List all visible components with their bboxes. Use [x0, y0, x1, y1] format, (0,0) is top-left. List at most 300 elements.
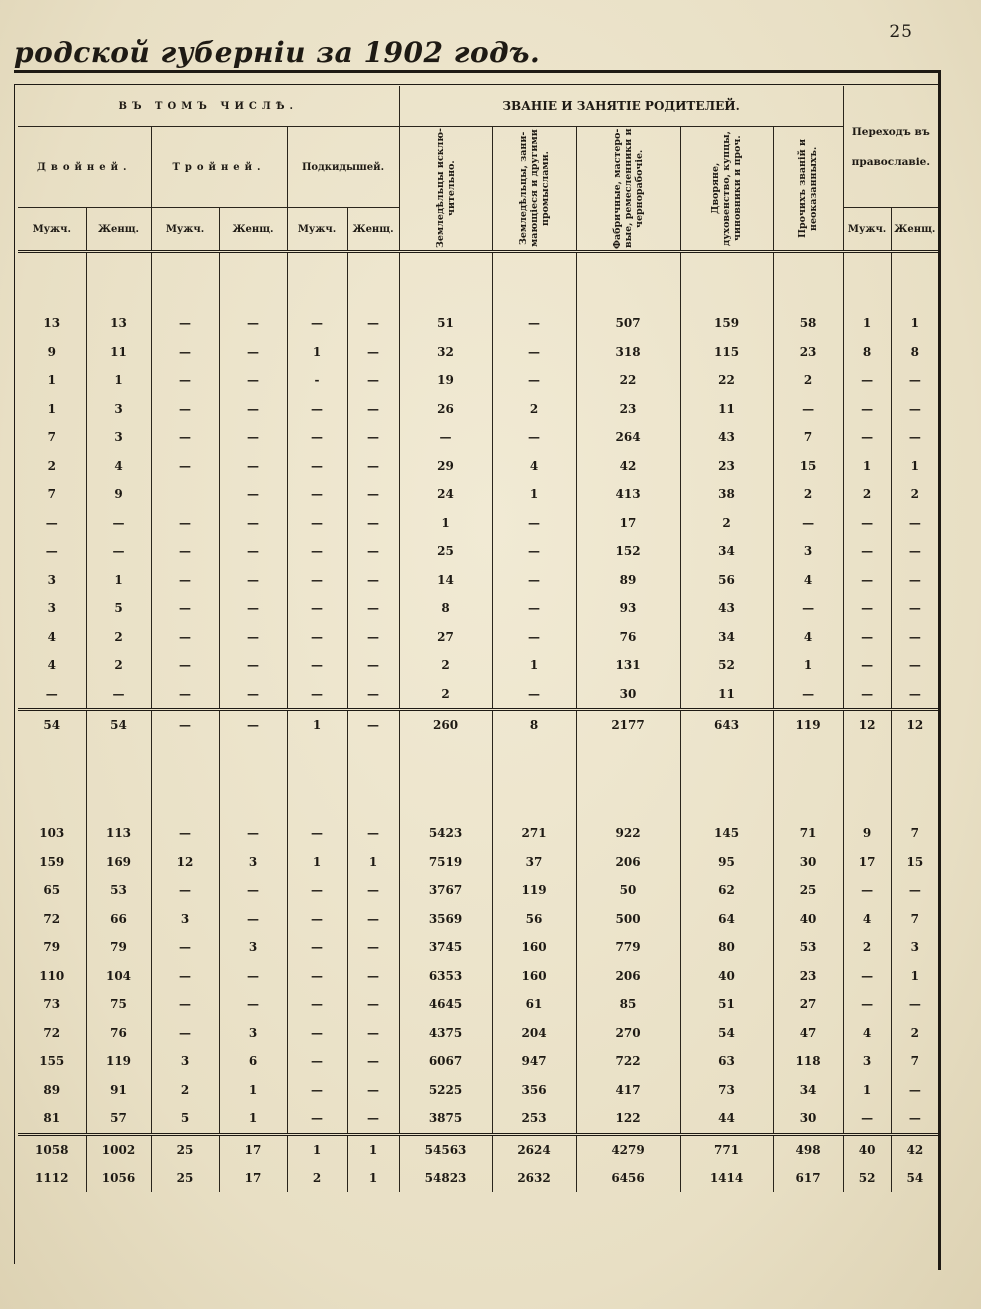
table-cell: 43: [680, 423, 773, 452]
table-cell: —: [492, 537, 576, 566]
table-cell: 1: [891, 309, 938, 338]
table-cell: 2: [287, 1164, 347, 1192]
table-cell: —: [151, 452, 219, 481]
table-cell: —: [287, 680, 347, 710]
table-cell: 413: [576, 480, 680, 509]
table-cell: 1: [287, 1134, 347, 1164]
table-cell: 2: [773, 366, 843, 395]
table-cell: —: [347, 338, 399, 367]
table-cell: 3: [151, 905, 219, 934]
table-cell: 25: [151, 1164, 219, 1192]
spacer-row: [18, 739, 938, 819]
table-cell: —: [45, 686, 58, 701]
table-cell: 1: [399, 509, 492, 538]
table-cell: 4375: [399, 1019, 492, 1048]
table-cell: —: [347, 905, 399, 934]
table-cell: 26: [399, 395, 492, 424]
table-row: [18, 594, 938, 623]
table-cell: 110: [39, 968, 65, 983]
table-cell: 3: [219, 933, 287, 962]
table-cell: 6: [219, 1047, 287, 1076]
spacer-cell: [18, 739, 86, 819]
table-cell: —: [287, 819, 347, 848]
table-cell: 37: [492, 848, 576, 877]
table-cell: 4: [843, 1019, 891, 1048]
table-cell: 23: [773, 338, 843, 367]
table-cell: —: [347, 962, 399, 991]
table-cell: —: [219, 594, 287, 623]
spacer-cell: [86, 739, 151, 819]
table-cell: 500: [576, 905, 680, 934]
table-cell: 2: [151, 1076, 219, 1105]
table-cell: —: [843, 651, 891, 680]
table-cell: 75: [86, 990, 151, 1019]
subtotal-row: [18, 710, 938, 740]
table-cell: 1: [47, 373, 56, 388]
table-cell: 119: [86, 1047, 151, 1076]
table-row: [18, 366, 938, 395]
table-cell: 204: [492, 1019, 576, 1048]
table-cell: 32: [399, 338, 492, 367]
table-cell: 11: [86, 338, 151, 367]
table-cell: 71: [773, 819, 843, 848]
table-cell: —: [347, 1104, 399, 1134]
table-cell: —: [287, 876, 347, 905]
table-cell: 1: [287, 848, 347, 877]
table-cell: —: [891, 566, 938, 595]
table-cell: 160: [492, 933, 576, 962]
table-row: [18, 566, 938, 595]
table-cell: 260: [399, 710, 492, 740]
table-cell: 3569: [399, 905, 492, 934]
table-cell: 7519: [399, 848, 492, 877]
table-cell: 1058: [18, 1134, 86, 1164]
table-cell: 12: [891, 710, 938, 740]
table-cell: 65: [43, 883, 61, 898]
table-cell: 27: [773, 990, 843, 1019]
table-cell: —: [287, 1019, 347, 1048]
table-cell: —: [492, 366, 576, 395]
table-cell: —: [891, 423, 938, 452]
table-cell: 53: [86, 876, 151, 905]
table-cell: 54: [86, 710, 151, 740]
table-cell: 2: [47, 458, 56, 473]
table-cell: 58: [773, 309, 843, 338]
table-cell: —: [219, 395, 287, 424]
table-cell: 2: [843, 480, 891, 509]
table-cell: —: [287, 594, 347, 623]
table-cell: —: [287, 623, 347, 652]
table-row: [18, 876, 938, 905]
table-cell: 1: [773, 651, 843, 680]
table-cell: —: [151, 651, 219, 680]
table-cell: —: [219, 876, 287, 905]
table-cell: 2: [492, 395, 576, 424]
table-cell: 89: [576, 566, 680, 595]
table-cell: 23: [576, 395, 680, 424]
table-cell: 5: [151, 1104, 219, 1134]
table-cell: —: [287, 962, 347, 991]
table-cell: 7: [47, 487, 56, 502]
table-cell: 3745: [399, 933, 492, 962]
table-cell: 643: [680, 710, 773, 740]
table-cell: 8: [492, 710, 576, 740]
table-cell: 73: [680, 1076, 773, 1105]
table-cell: 42: [576, 452, 680, 481]
table-cell: 22: [680, 366, 773, 395]
spacer-cell: [773, 252, 843, 310]
table-row: [18, 680, 938, 710]
table-cell: —: [843, 423, 891, 452]
table-cell: 270: [576, 1019, 680, 1048]
table-cell: 417: [576, 1076, 680, 1105]
table-cell: 1: [219, 1076, 287, 1105]
table-cell: 34: [773, 1076, 843, 1105]
table-cell: 115: [680, 338, 773, 367]
table-cell: 38: [680, 480, 773, 509]
table-cell: 1: [492, 480, 576, 509]
left-rule: [14, 84, 15, 1264]
table-row: [18, 338, 938, 367]
table-cell: 9: [47, 344, 56, 359]
spacer-cell: [492, 252, 576, 310]
spacer-cell: [843, 252, 891, 310]
table-cell: 50: [576, 876, 680, 905]
table-cell: [151, 480, 219, 509]
table-cell: 498: [773, 1134, 843, 1164]
table-cell: 11: [680, 395, 773, 424]
table-cell: —: [151, 566, 219, 595]
table-cell: —: [347, 1047, 399, 1076]
table-cell: 8: [891, 338, 938, 367]
table-cell: 145: [680, 819, 773, 848]
table-cell: 2: [680, 509, 773, 538]
spacer-cell: [18, 252, 86, 310]
table-cell: 206: [576, 848, 680, 877]
table-row: [18, 309, 938, 338]
table-cell: —: [287, 537, 347, 566]
table-cell: 22: [576, 366, 680, 395]
table-cell: —: [492, 338, 576, 367]
table-cell: 27: [399, 623, 492, 652]
table-cell: 3: [773, 537, 843, 566]
table-cell: 2: [399, 651, 492, 680]
table-cell: 25: [399, 537, 492, 566]
table-row: [18, 933, 938, 962]
table-cell: 5225: [399, 1076, 492, 1105]
table-row: [18, 651, 938, 680]
table-cell: 119: [492, 876, 576, 905]
table-cell: 104: [86, 962, 151, 991]
table-cell: —: [492, 623, 576, 652]
table-cell: —: [891, 509, 938, 538]
table-cell: —: [219, 309, 287, 338]
table-cell: —: [151, 962, 219, 991]
table-cell: —: [891, 395, 938, 424]
table-cell: —: [347, 651, 399, 680]
table-cell: 13: [43, 316, 61, 331]
table-cell: 19: [399, 366, 492, 395]
table-cell: 2624: [492, 1134, 576, 1164]
table-cell: 23: [773, 962, 843, 991]
table-row: [18, 1047, 938, 1076]
table-cell: 206: [576, 962, 680, 991]
table-cell: —: [843, 623, 891, 652]
table-cell: 29: [399, 452, 492, 481]
header-male: Мужч.: [843, 208, 891, 252]
table-cell: —: [843, 990, 891, 1019]
table-cell: 40: [773, 905, 843, 934]
table-cell: 3767: [399, 876, 492, 905]
table-cell: —: [219, 509, 287, 538]
page-title: родской губерніи за 1902 годъ.: [14, 36, 541, 69]
table-cell: 34: [680, 537, 773, 566]
table-cell: 3: [219, 1019, 287, 1048]
table-cell: —: [86, 537, 151, 566]
header-twins: Двойней.: [18, 127, 151, 208]
table-cell: —: [492, 594, 576, 623]
header-farmers-only: Земледѣльцы исклю-чительно.: [399, 127, 492, 252]
table-cell: —: [151, 990, 219, 1019]
table-cell: 15: [891, 848, 938, 877]
header-female: Женщ.: [347, 208, 399, 252]
table-cell: —: [151, 933, 219, 962]
table-cell: 271: [492, 819, 576, 848]
table-cell: —: [219, 680, 287, 710]
header-male: Мужч.: [287, 208, 347, 252]
table-cell: 7: [891, 1047, 938, 1076]
table-cell: 2632: [492, 1164, 576, 1192]
table-cell: 73: [43, 997, 61, 1012]
table-cell: 1: [891, 452, 938, 481]
table-cell: 1: [347, 1134, 399, 1164]
table-cell: 34: [680, 623, 773, 652]
table-cell: —: [86, 680, 151, 710]
table-cell: 25: [773, 876, 843, 905]
table-cell: —: [45, 515, 58, 530]
spacer-cell: [347, 739, 399, 819]
page-number: 25: [889, 22, 913, 42]
table-cell: —: [151, 1019, 219, 1048]
spacer-cell: [891, 739, 938, 819]
table-cell: —: [219, 566, 287, 595]
table-cell: —: [219, 962, 287, 991]
table-cell: 57: [86, 1104, 151, 1134]
table-cell: 4: [47, 658, 56, 673]
table-cell: —: [347, 423, 399, 452]
table-cell: —: [891, 680, 938, 710]
table-row: [18, 819, 938, 848]
table-cell: 17: [219, 1134, 287, 1164]
table-cell: 43: [680, 594, 773, 623]
table-cell: 1: [843, 452, 891, 481]
table-cell: 1: [891, 962, 938, 991]
table-cell: 1002: [86, 1134, 151, 1164]
table-cell: —: [843, 876, 891, 905]
table-cell: —: [219, 338, 287, 367]
table-cell: 51: [399, 309, 492, 338]
table-cell: 13: [86, 309, 151, 338]
spacer-cell: [492, 739, 576, 819]
table-cell: —: [287, 990, 347, 1019]
table-cell: 1414: [680, 1164, 773, 1192]
table-cell: —: [492, 309, 576, 338]
spacer-cell: [680, 252, 773, 310]
table-cell: —: [891, 366, 938, 395]
table-cell: —: [347, 819, 399, 848]
table-cell: —: [347, 537, 399, 566]
table-cell: —: [151, 395, 219, 424]
spacer-cell: [773, 739, 843, 819]
spacer-cell: [219, 739, 287, 819]
table-row: [18, 395, 938, 424]
table-cell: —: [287, 905, 347, 934]
table-cell: —: [843, 962, 891, 991]
table-cell: 131: [576, 651, 680, 680]
header-other-ranks: Прочихъ званій и неоказанныхъ.: [773, 127, 843, 252]
table-cell: 2: [86, 623, 151, 652]
header-nobles: Дворяне, духовенство, купцы, чиновники и проч.: [680, 127, 773, 252]
table-cell: —: [347, 309, 399, 338]
table-cell: 507: [576, 309, 680, 338]
table-cell: 56: [492, 905, 576, 934]
table-cell: 30: [576, 680, 680, 710]
table-cell: —: [151, 819, 219, 848]
table-cell: 54563: [399, 1134, 492, 1164]
table-cell: 3875: [399, 1104, 492, 1134]
table-cell: —: [219, 366, 287, 395]
table-cell: 2177: [576, 710, 680, 740]
table-cell: —: [773, 594, 843, 623]
table-cell: —: [151, 594, 219, 623]
table-cell: —: [287, 423, 347, 452]
table-cell: —: [843, 537, 891, 566]
table-cell: —: [86, 509, 151, 538]
table-cell: 1: [287, 710, 347, 740]
table-cell: 76: [86, 1019, 151, 1048]
table-cell: —: [492, 566, 576, 595]
table-cell: 93: [576, 594, 680, 623]
table-row: [18, 480, 938, 509]
table-row: [18, 423, 938, 452]
table-cell: 2: [399, 680, 492, 710]
table-cell: —: [773, 509, 843, 538]
table-cell: 51: [680, 990, 773, 1019]
table-cell: 3: [843, 1047, 891, 1076]
table-cell: 52: [843, 1164, 891, 1192]
table-cell: 253: [492, 1104, 576, 1134]
table-cell: 66: [86, 905, 151, 934]
table-cell: —: [843, 566, 891, 595]
table-cell: —: [151, 710, 219, 740]
table-cell: —: [347, 1019, 399, 1048]
table-cell: 1: [347, 1164, 399, 1192]
table-cell: —: [891, 623, 938, 652]
table-cell: 6353: [399, 962, 492, 991]
spacer-cell: [287, 739, 347, 819]
table-cell: —: [843, 594, 891, 623]
table-cell: 8: [843, 338, 891, 367]
table-cell: —: [492, 509, 576, 538]
table-cell: —: [891, 876, 938, 905]
table-cell: 4: [773, 623, 843, 652]
table-cell: 1: [86, 366, 151, 395]
table-cell: 89: [43, 1082, 61, 1097]
table-cell: —: [492, 423, 576, 452]
table-cell: 6456: [576, 1164, 680, 1192]
table-cell: —: [347, 480, 399, 509]
table-cell: -: [287, 366, 347, 395]
table-cell: 15: [773, 452, 843, 481]
top-rule-thin: [14, 84, 939, 85]
table-cell: —: [287, 1104, 347, 1134]
table-cell: 1: [47, 401, 56, 416]
table-cell: 1056: [86, 1164, 151, 1192]
table-cell: —: [843, 395, 891, 424]
table-cell: 617: [773, 1164, 843, 1192]
spacer-cell: [576, 739, 680, 819]
table-cell: 1: [287, 338, 347, 367]
table-cell: 7: [773, 423, 843, 452]
table-row: [18, 990, 938, 1019]
table-cell: —: [151, 423, 219, 452]
table-cell: 81: [43, 1111, 61, 1126]
spacer-cell: [399, 252, 492, 310]
table-cell: —: [347, 395, 399, 424]
statistics-table: [18, 86, 938, 1192]
spacer-cell: [287, 252, 347, 310]
table-cell: 40: [843, 1134, 891, 1164]
table-cell: —: [287, 651, 347, 680]
header-female: Женщ.: [891, 208, 938, 252]
table-cell: 5: [86, 594, 151, 623]
table-cell: 11: [680, 680, 773, 710]
spacer-cell: [347, 252, 399, 310]
table-cell: —: [891, 594, 938, 623]
table-cell: 17: [576, 509, 680, 538]
spacer-cell: [843, 739, 891, 819]
table-row: [18, 623, 938, 652]
table-cell: 4: [47, 629, 56, 644]
table-cell: 2: [843, 933, 891, 962]
table-cell: 3: [891, 933, 938, 962]
table-cell: —: [287, 1076, 347, 1105]
table-cell: 54823: [399, 1164, 492, 1192]
table-cell: 722: [576, 1047, 680, 1076]
table-cell: 9: [843, 819, 891, 848]
table-cell: —: [891, 990, 938, 1019]
table-cell: —: [347, 1076, 399, 1105]
header-rank-occupation: ЗВАНІЕ И ЗАНЯТІЕ РОДИТЕЛЕЙ.: [399, 86, 843, 127]
table-cell: 17: [843, 848, 891, 877]
spacer-cell: [219, 252, 287, 310]
table-cell: —: [151, 366, 219, 395]
total-row: [18, 1134, 938, 1164]
table-cell: —: [219, 710, 287, 740]
top-rule: [14, 70, 939, 73]
table-cell: —: [287, 480, 347, 509]
table-cell: 95: [680, 848, 773, 877]
header-female: Женщ.: [86, 208, 151, 252]
total-row: [18, 1164, 938, 1192]
spacer-cell: [86, 252, 151, 310]
table-cell: —: [843, 366, 891, 395]
table-cell: 152: [576, 537, 680, 566]
header-conversion: Переходъ въ православіе.: [843, 86, 938, 208]
table-cell: —: [287, 1047, 347, 1076]
table-cell: 3: [47, 601, 56, 616]
table-cell: —: [843, 509, 891, 538]
